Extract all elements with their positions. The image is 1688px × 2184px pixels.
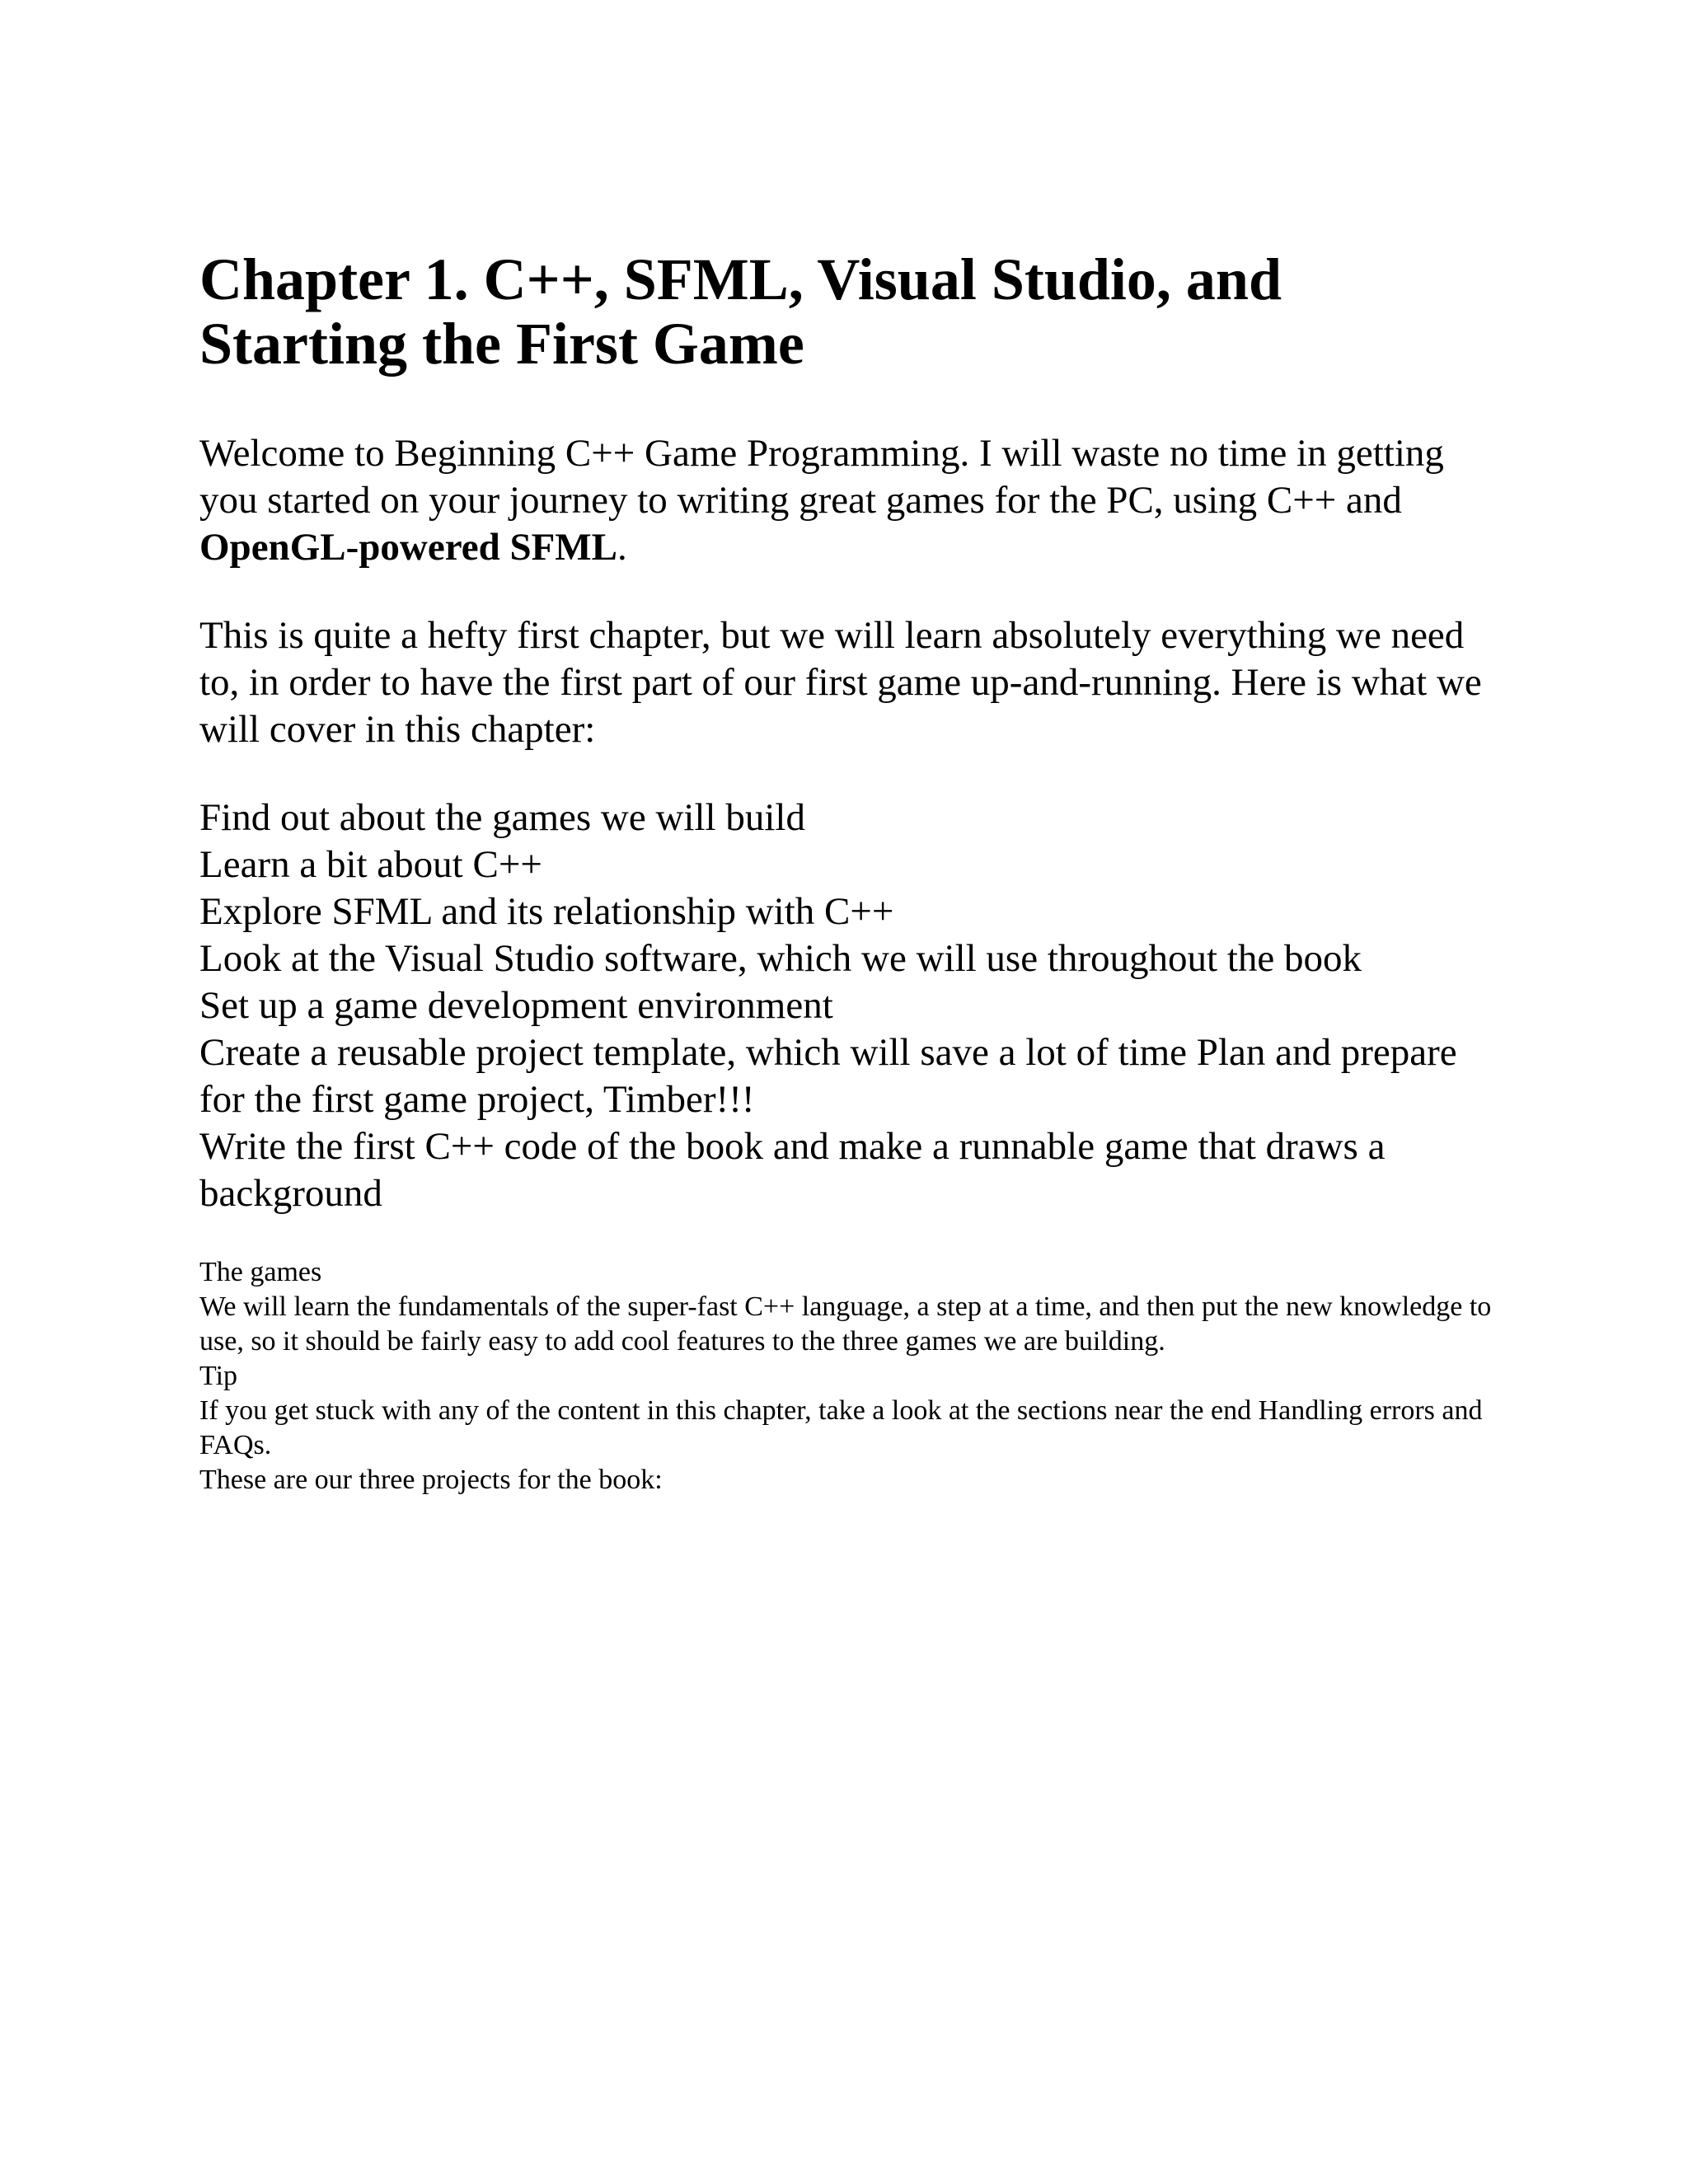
intro-paragraph xyxy=(199,430,1502,571)
tip-paragraph: If you get stuck with any of the content in this chapter, take a look at the sections near the end Handling errors and FAQs. xyxy=(199,1395,1483,1460)
tip-label: Tip xyxy=(199,1361,238,1391)
topic-list xyxy=(199,794,1502,1217)
list-item: Create a reusable project template, which will save a lot of time Plan and prepare for the first game project, Timber!!! xyxy=(199,1031,1457,1121)
list-item: Set up a game development environment xyxy=(199,984,833,1027)
list-item: Find out about the games we will build xyxy=(199,796,805,839)
projects-intro: These are our three projects for the book: xyxy=(199,1465,663,1495)
intro-bold-text: OpenGL-powered SFML xyxy=(199,526,618,569)
intro-text-end: . xyxy=(617,526,627,569)
list-item: Write the first C++ code of the book and make a runnable game that draws a background xyxy=(199,1125,1386,1215)
list-item: Look at the Visual Studio software, which we will use throughout the book xyxy=(199,937,1362,980)
list-item: Learn a bit about C++ xyxy=(199,843,542,886)
games-section xyxy=(199,1255,1502,1497)
chapter-title: Chapter 1. C++, SFML, Visual Studio, and Starting the First Game xyxy=(199,246,1282,377)
games-paragraph: We will learn the fundamentals of the super-fast C++ language, a step at a time, and then put the new knowledge to use, so it should be fairly easy to add cool features to the three games we are building. xyxy=(199,1291,1492,1357)
games-heading: The games xyxy=(199,1257,322,1287)
document-page xyxy=(199,247,1502,1497)
list-item: Explore SFML and its relationship with C++ xyxy=(199,890,894,933)
overview-paragraph: This is quite a hefty first chapter, but we will learn absolutely everything we need to, in order to have the first part of our first game up-and-running. Here is what we will cover in this chapter: xyxy=(199,614,1482,751)
intro-text: Welcome to Beginning C++ Game Programming. I will waste no time in getting you started on your journey to writing great games for the PC, using C++ and xyxy=(199,432,1444,522)
